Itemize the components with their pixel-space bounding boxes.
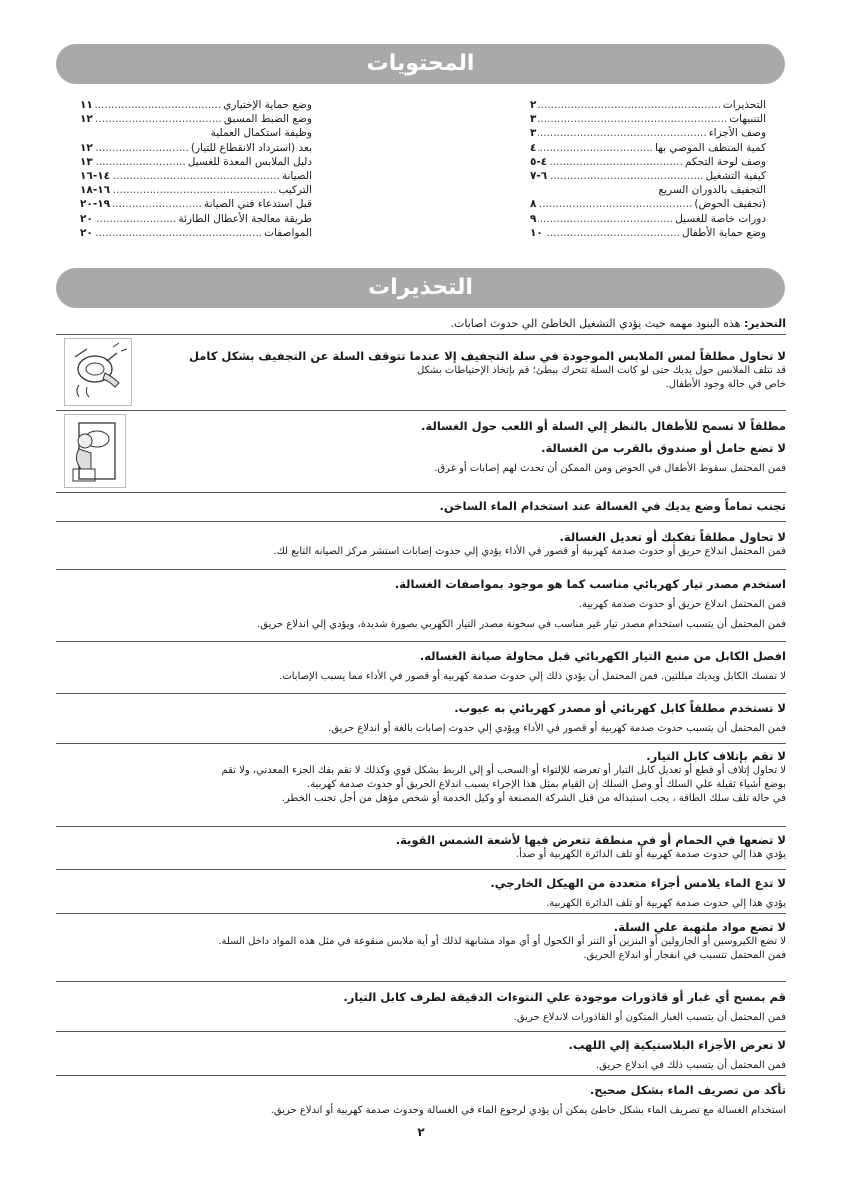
warning-heading: لا تحاول مطلقاً تفكيك أو تعديل الغسالة. — [559, 530, 786, 544]
warning-text: لا تمسك الكابل ويديك مبللتين. فمن المحتمل أن يؤدي ذلك إلي حدوث صدمة كهربية أو قصور في الأداء مما يسبب الإصابات. — [279, 671, 786, 682]
illustration-washer-hand-icon — [64, 338, 132, 406]
warning-heading: لا تقم بإتلاف كابل التيار. — [646, 749, 786, 763]
warning-text: قد تتلف الملابس حول يديك حتى لو كانت السلة تتحرك ببطئ؛ قم بإتخاذ الإحتياطات بشكل — [416, 365, 786, 376]
warning-item — [56, 832, 786, 862]
warning-heading: لا تضع مواد ملتهبة علي السلة. — [613, 920, 786, 934]
toc-item[interactable]: التركيب ..... ١٦-١٨ — [80, 183, 312, 197]
toc-item[interactable]: قبل استدعاء فني الصيانة ..... ١٩-٢٠ — [80, 197, 312, 211]
toc-item[interactable]: التجفيف بالدوران السريع — [658, 184, 766, 197]
toc-item[interactable]: التنبيهات ..... ٣ — [530, 112, 766, 126]
warning-heading: لا تدع الماء يلامس أجزاء متعددة من الهيكل الخارجي. — [490, 876, 786, 890]
warning-item — [56, 498, 786, 514]
divider — [56, 410, 786, 411]
toc-item[interactable]: المواصفات ..... ٢٠ — [80, 226, 312, 240]
warning-intro-text: هذه البنود مهمه حيث يؤدي التشغيل الخاطئ الي حدوث اصابات. — [450, 317, 744, 330]
toc-item[interactable]: وضع حماية الأطفال ..... ١٠ — [530, 226, 766, 240]
toc-item[interactable]: طريقة معالجة الأعطال الطارئة ..... ٢٠ — [80, 212, 312, 226]
warning-item — [56, 1037, 786, 1073]
divider — [56, 1075, 786, 1076]
warning-heading: مطلقاً لا تسمح للأطفال بالنظر إلي السلة أو اللعب حول الغسالة. — [421, 419, 786, 433]
warning-item — [56, 529, 786, 559]
warning-text: فمن المحتمل سقوط الأطفال في الحوض ومن الممكن أن تحدث لهم إصابات أو غرق. — [434, 463, 786, 474]
warning-text: خاص في حالة وجود الأطفال. — [665, 379, 786, 390]
divider — [56, 693, 786, 694]
warning-intro — [56, 316, 786, 331]
warning-heading: افصل الكابل من منبع التيار الكهربائي قبل محاولة صيانة الغساله. — [419, 649, 786, 663]
warning-text: فمن المحتمل أن يتسبب الغبار المتكون أو القاذورات لاندلاع حريق. — [513, 1012, 786, 1023]
warning-heading: قم بمسح أي غبار أو قاذورات موجودة علي النتوءات الدقيقة لطرف كابل التيار. — [343, 990, 786, 1004]
warning-heading: تجنب تماماً وضع يديك في الغسالة عند استخدام الماء الساخن. — [439, 499, 786, 513]
warnings-title: التحذيرات — [368, 275, 473, 300]
toc-item[interactable]: بعد (استرداد الانقطاع للتيار) ..... ١٢ — [80, 141, 312, 155]
divider — [56, 1031, 786, 1032]
warning-heading: لا تعرض الأجزاء البلاستيكية إلي اللهب. — [568, 1038, 786, 1052]
divider — [56, 334, 786, 335]
toc-left-column — [80, 98, 312, 240]
contents-title: المحتويات — [366, 51, 475, 76]
warning-text: فمن المحتمل أن يتسبب استخدام مصدر تيار غير مناسب في سخونة مصدر التيار الكهربي بصورة شديدة، ويؤدي إلي اندلاع حريق. — [257, 619, 786, 630]
toc-item[interactable]: التحذيرات ..... ٢ — [530, 98, 766, 112]
warning-text: في حالة تلف سلك الطاقة ، يجب استبداله من قبل الشركة المصنعة أو وكيل الخدمة أو شخص مؤهل من أجل تجنب الخطر. — [281, 793, 786, 804]
warning-item — [186, 348, 786, 392]
warning-subheading: لا تضع حامل أو صندوق بالقرب من الغسالة. — [541, 441, 786, 455]
warning-item — [166, 418, 786, 476]
warning-text: بوضع أشياء ثقيلة علي السلك أو وصل السلك إن القيام بمثل هذا الإجراء يسبب اندلاع الحريق أو حدوث صدمة كهربية. — [307, 779, 786, 790]
divider — [56, 826, 786, 827]
toc-item[interactable]: كمية المنظف الموصي بها ..... ٤ — [530, 141, 766, 155]
warning-item — [56, 989, 786, 1025]
page-number: ٢ — [417, 1125, 425, 1139]
warning-heading: لا تستخدم مطلقاً كابل كهربائي أو مصدر كهربائي به عيوب. — [454, 701, 786, 715]
divider — [56, 869, 786, 870]
warning-text: يؤدي هذا إلي حدوث صدمة كهربية أو تلف الدائرة الكهربية أو صدأ. — [515, 849, 786, 860]
toc-right-column — [530, 98, 766, 240]
warning-text: يؤدي هذا إلي حدوث صدمة كهربية أو تلف الدائرة الكهربية. — [546, 898, 786, 909]
warning-item — [56, 1082, 786, 1118]
divider — [56, 641, 786, 642]
warning-heading: استخدم مصدر تيار كهربائي مناسب كما هو موجود بمواصفات الغسالة. — [394, 577, 786, 591]
contents-banner — [56, 44, 785, 84]
divider — [56, 981, 786, 982]
warning-item — [56, 648, 786, 684]
warning-item — [56, 875, 786, 911]
toc-item[interactable]: دليل الملابس المعدة للغسيل ..... ١٣ — [80, 155, 312, 169]
divider — [56, 492, 786, 493]
toc-item[interactable]: الصيانة ..... ١٤-١٦ — [80, 169, 312, 183]
warning-item — [56, 700, 786, 736]
warning-text: فمن المحتمل أن يتسبب حدوث صدمة كهربية أو قصور في الأداء ويؤدي إلي حدوث إصابات بالغة أو اندلاع حريق. — [328, 723, 786, 734]
toc-item[interactable]: وصف لوحة التحكم ..... ٤-٥ — [530, 155, 766, 169]
warning-intro-label: التحذير: — [743, 317, 786, 330]
warning-text: فمن المحتمل تتسبب في انفجار أو اندلاع الحريق. — [583, 950, 786, 961]
divider — [56, 569, 786, 570]
toc-item[interactable]: وضع حماية الإختياري ..... ١١ — [80, 98, 312, 112]
warning-text: استخدام الغسالة مع تصريف الماء بشكل خاطئ يمكن أن يؤدي لرجوع الماء في الغسالة وحدوث صدمة كهربية أو اندلاع حريق. — [270, 1105, 786, 1116]
toc-item[interactable]: وظيفة استكمال العملية — [210, 127, 312, 140]
warning-item — [56, 748, 786, 806]
divider — [56, 521, 786, 522]
toc-item[interactable]: (تجفيف الحوض) ..... ٨ — [530, 197, 766, 211]
divider — [56, 913, 786, 914]
warning-heading: لا تضعها في الحمام أو في منطقة تتعرض فيها لأشعة الشمس القوية. — [395, 833, 786, 847]
warning-text: لا تضع الكيروسين أو الجازولين أو البنزين أو التنر أو الكحول أو أي مواد مشابهة لذلك أو أية ملابس منقوعة في مثل هذه المواد داخل السلة. — [218, 936, 786, 947]
warning-item — [56, 919, 786, 963]
toc-item[interactable]: وضع الضبط المسبق ..... ١٢ — [80, 112, 312, 126]
warning-heading: لا تحاول مطلقاً لمس الملابس الموجودة في سلة التجفيف إلا عندما تتوقف السلة عن التجفيف بشكل كامل — [189, 349, 786, 363]
warning-text: فمن المحتمل اندلاع حريق أو حدوث صدمة كهربية. — [578, 599, 786, 610]
warning-text: فمن المحتمل أن يتسبب ذلك في اندلاع حريق. — [595, 1060, 786, 1071]
warning-text: فمن المحتمل اندلاع حريق أو حدوث صدمة كهربية أو قصور في الأداء يؤدي إلي حدوث إصابات استشر مركز الصيانه التابع لك. — [273, 546, 786, 557]
toc-item[interactable]: دورات خاصة للغسيل ..... ٩ — [530, 212, 766, 226]
warning-item — [56, 576, 786, 632]
toc-item[interactable]: كيفية التشغيل ..... ٦-٧ — [530, 169, 766, 183]
toc-item[interactable]: وصف الأجزاء ..... ٣ — [530, 126, 766, 140]
divider — [56, 743, 786, 744]
warnings-banner — [56, 268, 785, 308]
warning-text: لا تحاول إتلاف أو قطع أو تعديل كابل التيار أو تعرضه للإلتواء أو السحب أو إلي الربط بشكل قوي وكذلك لا تقم بفك الجزء المعدني، ولا تقم — [221, 765, 786, 776]
illustration-child-washer-icon — [64, 414, 126, 488]
warning-heading: تأكد من تصريف الماء بشكل صحيح. — [589, 1083, 786, 1097]
